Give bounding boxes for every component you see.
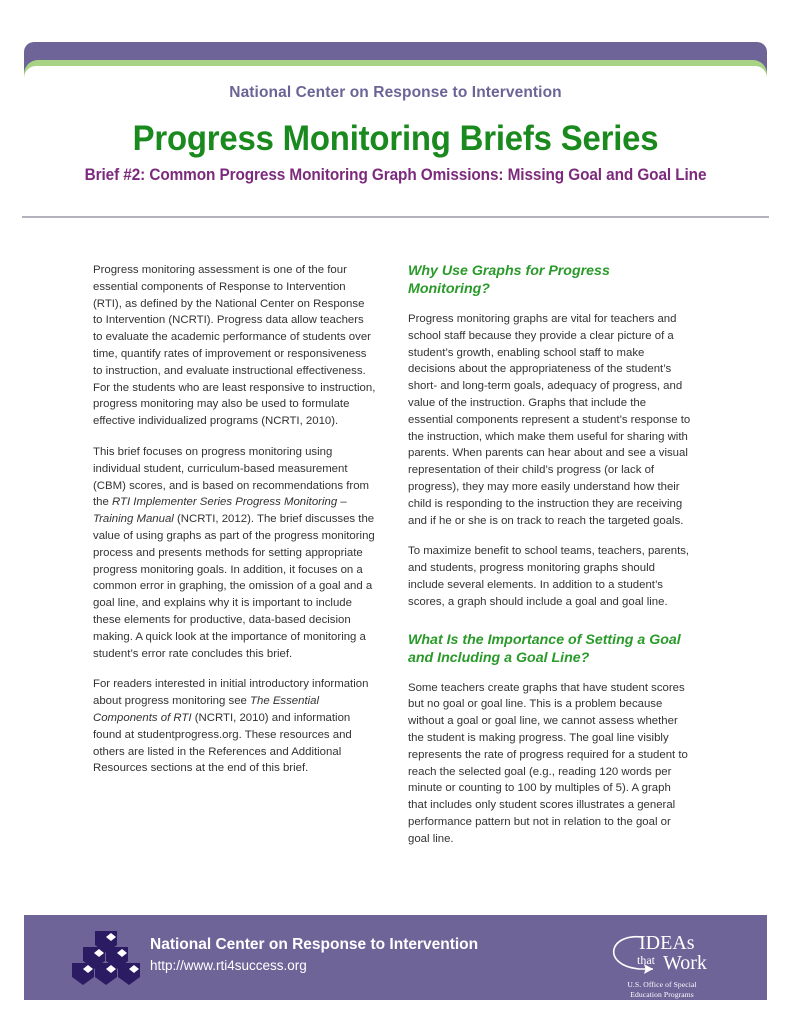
right-section2-paragraph-1: Some teachers create graphs that have student scores but no goal or goal line. This is a problem because without a goal or goal line, we cannot assess whether the student is making progress. The goal line visibly represents the rate of progress required for a student to reach the selected goal (e.g., reading 120 words per minute or counting to 100 by multiples of 5). A graph that includes only student scores illustrates a general performance pattern but not in relation to the goal or goal line. bbox=[408, 681, 688, 845]
left-paragraph-3-citation-title: The Essential Components of RTI bbox=[93, 695, 320, 724]
page-subtitle: Brief #2: Common Progress Monitoring Graph Omissions: Missing Goal and Goal Line bbox=[84, 166, 707, 184]
left-paragraph-3-part-a: For readers interested in initial introductory information about progress monitoring see bbox=[93, 678, 369, 708]
section-heading-importance-of-goal: What Is the Importance of Setting a Goal and Including a Goal Line? bbox=[408, 631, 681, 666]
header-content bbox=[24, 66, 767, 214]
left-paragraph-2 bbox=[93, 444, 376, 662]
left-paragraph-2-part-a: This brief focuses on progress monitoring using individual student, curriculum-based measurement (CBM) scores, and is based on recommendations from the bbox=[93, 445, 370, 509]
left-paragraph-2-citation-title: RTI Implementer Series Progress Monitoring – Training Manual bbox=[93, 496, 347, 526]
left-paragraph-3 bbox=[93, 676, 376, 777]
ideas-logo-caption bbox=[587, 980, 737, 999]
left-paragraph-1: Progress monitoring assessment is one of the four essential components of Response to Intervention (RTI), as defined by the National Center on Response to Intervention (NCRTI). Progress data allow teachers to evaluate the academic performance of students over time, quantify rates of improvement or responsiveness to instruction, and evaluate instructional effectiveness. For the students who are least responsive to instruction, progress monitoring may also be used to formulate effective individualized programs (NCRTI, 2010). bbox=[93, 264, 376, 428]
footer-url[interactable]: http://www.rti4success.org bbox=[150, 958, 307, 973]
left-column bbox=[93, 262, 376, 791]
right-section1-paragraph-2: To maximize benefit to school teams, teachers, parents, and students, progress monitoring graphs should include several elements. In addition to a student’s scores, a graph should include a goal and goal line. bbox=[408, 545, 690, 608]
footer-banner bbox=[24, 915, 767, 1000]
body-columns bbox=[0, 262, 791, 892]
svg-text:IDEAs: IDEAs bbox=[639, 932, 695, 954]
header-divider-rule bbox=[22, 216, 769, 218]
svg-text:Work: Work bbox=[663, 952, 707, 974]
right-column bbox=[408, 262, 691, 862]
footer-text-block bbox=[150, 935, 478, 975]
footer-organization: National Center on Response to Intervention bbox=[150, 936, 479, 953]
ideas-caption-line-2: Education Programs bbox=[630, 989, 694, 999]
header-banner bbox=[24, 42, 767, 214]
header-green-band bbox=[24, 60, 767, 214]
section-heading-why-use-graphs: Why Use Graphs for Progress Monitoring? bbox=[408, 263, 610, 297]
left-paragraph-3-part-b: (NCRTI, 2010) and information found at studentprogress.org. These resources and others are listed in the References and Additional Resources sections at the end of this brief. bbox=[93, 711, 352, 775]
ideas-caption-line-1: U.S. Office of Special bbox=[627, 980, 697, 989]
ncrti-pyramid-logo bbox=[70, 929, 142, 987]
header-organization: National Center on Response to Intervention bbox=[229, 84, 562, 101]
right-section1-paragraph-1: Progress monitoring graphs are vital for teachers and school staff because they provide a clear picture of a student’s growth, enabling school staff to make decisions about the appropriateness of the student’s short- and long-term goals, adequacy of progress, and value of the instruction. Graphs that include the essential components represent a student’s response to the instruction, which make them useful for sharing with parents. When parents can hear about and see a visual representation of their child’s progress (or lack of progress), they may more easily understand how their child is responding to the instruction they are receiving and if he or she is on track to reach the targeted goals. bbox=[408, 313, 691, 527]
left-paragraph-2-part-b: (NCRTI, 2012). The brief discusses the value of using graphs as part of the progress monitoring process and presents methods for setting appropriate progress monitoring goals. In addition, it focuses on a common error in graphing, the omission of a goal and a goal line, and explains why it is important to include these elements for productive, data-based decision making. A quick look at the importance of monitoring a student’s error rate concludes this brief. bbox=[93, 513, 375, 660]
ideas-that-work-logo bbox=[587, 925, 737, 999]
page-title: Progress Monitoring Briefs Series bbox=[132, 119, 659, 158]
svg-text:that: that bbox=[637, 953, 655, 967]
